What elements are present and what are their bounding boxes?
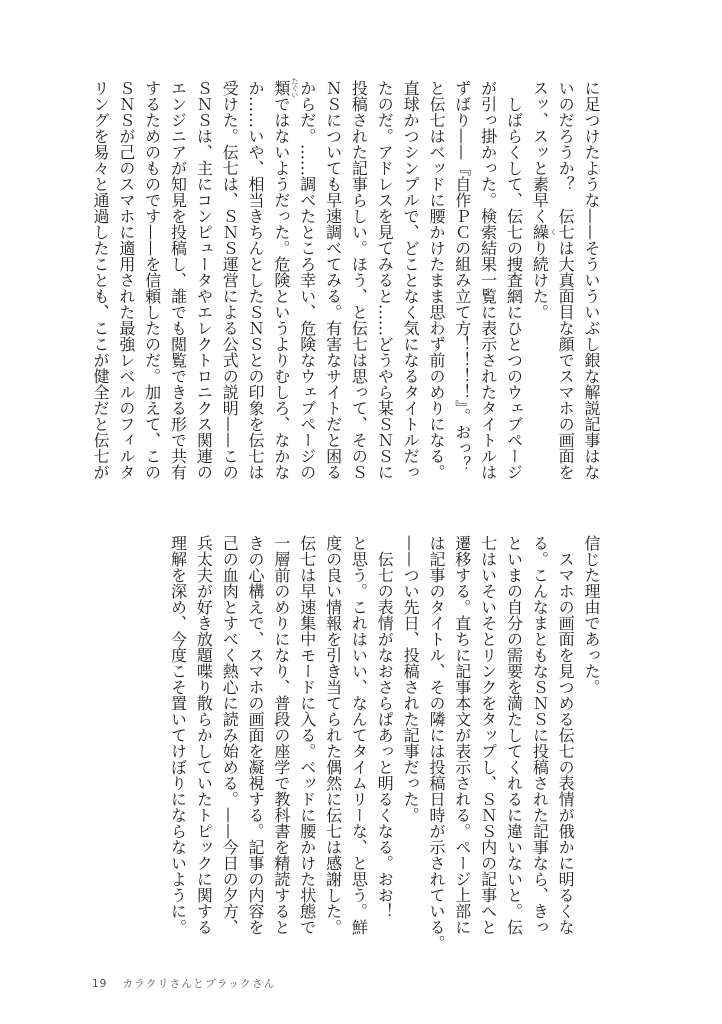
text-column: か……いや、相当きちんとしたＳＮＳとの印象を伝七は bbox=[246, 80, 266, 480]
text-column: 受けた。伝七は、ＳＮＳ運営による公式の説明——この bbox=[220, 80, 240, 480]
text-column: 理解を深め、今度こそ置いてけぼりにならないように。 bbox=[168, 535, 188, 935]
text-column: 度の良い情報を引き当てられた偶然に伝七は感謝した。 bbox=[323, 535, 343, 935]
text-column: 一層前のめりになり、普段の座学で教科書を精読すると bbox=[271, 535, 291, 935]
page-number: 19 bbox=[92, 978, 108, 990]
ruby-base-text: 繰 bbox=[530, 224, 550, 240]
running-title: カラクリさんとブラックさん bbox=[122, 978, 276, 990]
text-column: と伝七はベッドに腰かけたまま思わず前のめりになる。 bbox=[426, 80, 446, 480]
text-column: 伝七は早速集中モードに入る。ベッドに腰かけた状態で bbox=[297, 535, 317, 935]
text-column: は記事のタイトル、その隣には投稿日時が示されている。 bbox=[426, 535, 446, 951]
text-segment: スッ、スッと素早く bbox=[530, 80, 550, 224]
text-column: 七はいそいそとリンクをタップし、ＳＮＳ内の記事へと bbox=[478, 535, 498, 935]
text-column: 己の血肉とすべく熱心に読み始める。——今日の夕方、 bbox=[220, 535, 240, 935]
text-column: る。こんなまともなＳＮＳに投稿された記事なら、きっ bbox=[530, 535, 550, 935]
text-column: 直球かつシンプルで、どことなく気になるタイトルだっ bbox=[401, 80, 421, 480]
text-column: しばらくして、伝七の捜査網にひとつのウェブページ bbox=[504, 80, 524, 480]
text-segment: り続けた。 bbox=[530, 240, 550, 320]
text-column: いのだろうか？ 伝七は大真面目な顔でスマホの画面を bbox=[556, 80, 576, 480]
lower-text-block bbox=[164, 535, 604, 951]
text-column: スマホの画面を見つめる伝七の表情が俄かに明るくな bbox=[556, 535, 576, 935]
text-column: 伝七の表情がなおさらぱあっと明るくなる。おお！ bbox=[375, 535, 395, 919]
text-column: リングを易々と通過したことも、ここが健全だと伝七が bbox=[90, 80, 110, 480]
ruby-base bbox=[530, 224, 558, 240]
text-column: ずばり——『自作ＰＣの組み立て方！！！！』。おっ？ bbox=[452, 80, 472, 472]
text-column: ＮＳについても早速調べてみる。有害なサイトだと困る bbox=[323, 80, 343, 480]
text-column: エンジニアが知見を投稿し、誰でも閲覧できる形で共有 bbox=[168, 80, 188, 480]
text-column: ＳＮＳは、主にコンピュータやエレクトロニクス関連の bbox=[194, 80, 214, 480]
text-column: 信じた理由であった。 bbox=[582, 535, 601, 695]
text-column: 兵太夫が好き放題喋り散らかしていたトピックに関する bbox=[194, 535, 214, 935]
text-column: ——つい先日、投稿された記事だった。 bbox=[401, 535, 421, 823]
text-column: と思う。これはいい、なんてタイムリーな、と思う。鮮 bbox=[349, 535, 369, 935]
text-column: に足つけたような——そういういぶし銀な解説記事はな bbox=[582, 80, 601, 480]
text-segment: ではないようだった。危険というよりむしろ、なかな bbox=[271, 96, 291, 480]
text-column: たのだ。アドレスを見てみると……どうやら某ＳＮＳに bbox=[375, 80, 395, 480]
text-column: するためのものです——を信頼したのだ。加えて、この bbox=[142, 80, 162, 480]
upper-text-block bbox=[87, 77, 604, 492]
page-footer bbox=[92, 976, 276, 991]
ruby-annotation: く bbox=[549, 228, 558, 236]
text-column: といまの自分の需要を満たしてくれるに違いないと。伝 bbox=[504, 535, 524, 935]
text-column: きの心構えで、スマホの画面を凝視する。記事の内容を bbox=[246, 535, 266, 935]
text-column: 遷移する。直ちに記事本文が表示される。ページ上部に bbox=[452, 535, 472, 935]
ruby-base-text: 類 bbox=[271, 80, 291, 96]
text-column: 投稿された記事らしい。ほう、と伝七は思って、そのＳ bbox=[349, 80, 369, 480]
text-column: ＳＮＳが己のスマホに適用された最強レベルのフィルタ bbox=[116, 80, 136, 480]
text-column: が引っ掛かった。検索結果一覧に表示されたタイトルは bbox=[478, 80, 498, 480]
ruby-base bbox=[271, 77, 299, 99]
text-column: からだ。……調べたところ幸い、危険なウェブページの bbox=[297, 80, 317, 480]
text-column-with-ruby bbox=[268, 77, 299, 492]
text-column-with-ruby bbox=[526, 80, 558, 492]
ruby-annotation: たぐい bbox=[290, 77, 299, 99]
